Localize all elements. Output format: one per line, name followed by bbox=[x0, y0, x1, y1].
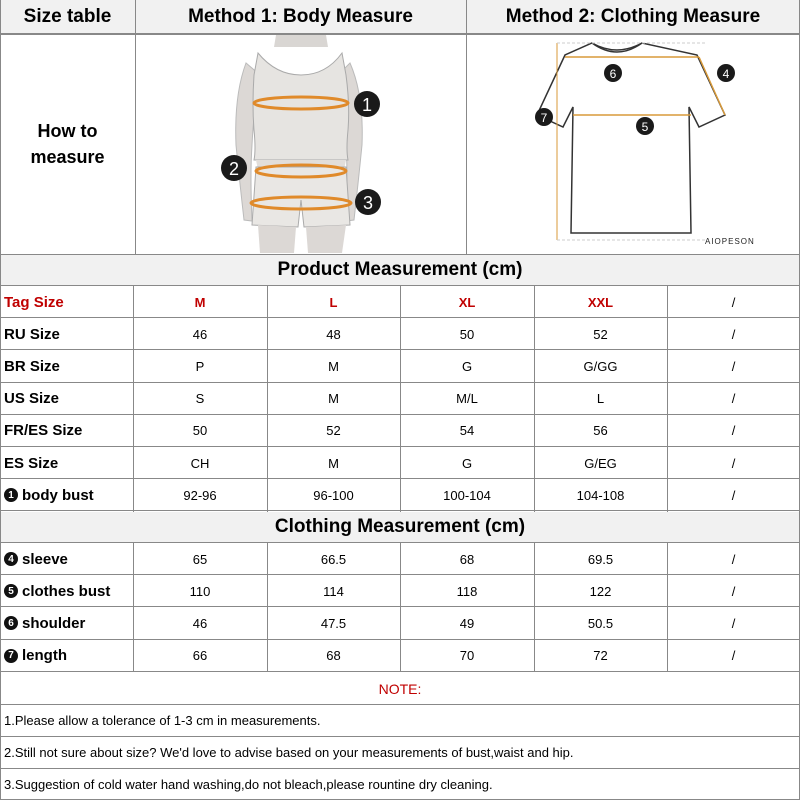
clothing-cell: 47.5 bbox=[320, 615, 347, 631]
product-cell: 54 bbox=[459, 423, 475, 439]
number-badge-icon: 7 bbox=[4, 649, 18, 663]
clothing-row-label bbox=[0, 607, 133, 639]
note-line-2: 2.Still not sure about size? We'd love to advise based on your measurements of bust,waist and hip. bbox=[4, 744, 574, 760]
grid-line bbox=[0, 704, 800, 705]
grid-line bbox=[0, 736, 800, 737]
product-cell: / bbox=[731, 487, 736, 503]
note-title: NOTE: bbox=[378, 681, 422, 697]
clothing-cell: 72 bbox=[593, 648, 608, 664]
grid-line bbox=[400, 543, 401, 672]
product-cell: L bbox=[329, 294, 338, 310]
shirt-figure bbox=[467, 35, 800, 253]
clothing-row-label bbox=[0, 575, 133, 607]
product-cell: / bbox=[731, 423, 736, 439]
product-cell: M bbox=[328, 455, 339, 471]
body-marker-3: 3 bbox=[362, 193, 374, 213]
clothing-row-label bbox=[0, 640, 133, 672]
clothing-cell: 46 bbox=[192, 615, 208, 631]
clothing-label-text: shoulder bbox=[22, 614, 86, 632]
clothing-cell: 66 bbox=[192, 648, 208, 664]
body-marker-1: 1 bbox=[361, 95, 373, 115]
grid-line bbox=[0, 768, 800, 769]
product-cell: 96-100 bbox=[313, 487, 354, 503]
product-cell: XXL bbox=[587, 294, 614, 310]
shirt-marker-7: 7 bbox=[540, 111, 548, 125]
clothing-cell: 118 bbox=[456, 583, 478, 599]
product-label-text: Tag Size bbox=[4, 293, 64, 311]
product-row-label bbox=[0, 350, 133, 382]
grid-line bbox=[267, 286, 268, 512]
clothing-cell: 66.5 bbox=[320, 551, 347, 567]
product-cell: M bbox=[328, 358, 339, 374]
product-label-text: body bust bbox=[22, 486, 94, 504]
brand-label: AIOPESON bbox=[705, 237, 755, 246]
clothing-cell: 114 bbox=[323, 583, 344, 599]
product-cell: 48 bbox=[326, 326, 341, 342]
product-cell: G bbox=[461, 358, 473, 374]
clothing-cell: / bbox=[731, 551, 736, 567]
grid-line bbox=[466, 0, 467, 254]
product-cell: L bbox=[596, 391, 605, 407]
shirt-marker-5: 5 bbox=[641, 120, 649, 134]
product-cell: CH bbox=[190, 455, 210, 471]
how-to-line1: How to bbox=[37, 121, 98, 141]
clothing-cell: 50.5 bbox=[587, 615, 614, 631]
size-table-header: Size table bbox=[0, 0, 135, 34]
clothing-cell: 122 bbox=[589, 583, 612, 599]
product-cell: 104-108 bbox=[576, 487, 625, 503]
grid-line bbox=[267, 543, 268, 672]
product-label-text: ES Size bbox=[4, 454, 59, 472]
product-cell: 50 bbox=[192, 423, 208, 439]
product-cell: 52 bbox=[593, 326, 608, 342]
note-line-3: 3.Suggestion of cold water hand washing,do not bleach,please rountine dry cleaning. bbox=[4, 776, 493, 792]
grid-line bbox=[667, 543, 668, 672]
product-cell: S bbox=[195, 391, 205, 407]
number-badge-icon: 1 bbox=[4, 488, 18, 502]
clothing-row-label bbox=[0, 543, 133, 575]
product-cell: / bbox=[731, 455, 736, 471]
grid-line bbox=[0, 0, 1, 800]
number-badge-icon: 5 bbox=[4, 584, 18, 598]
product-row-label bbox=[0, 286, 133, 318]
product-cell: G/EG bbox=[584, 455, 617, 471]
clothing-cell: 68 bbox=[459, 551, 475, 567]
body-figure bbox=[136, 35, 465, 253]
number-badge-icon: 6 bbox=[4, 616, 18, 630]
grid-line bbox=[133, 286, 134, 512]
clothing-cell: 69.5 bbox=[587, 551, 614, 567]
clothing-cell: 68 bbox=[326, 648, 341, 664]
product-cell: G/GG bbox=[583, 358, 618, 374]
method2-header: Method 2: Clothing Measure bbox=[466, 0, 800, 34]
product-cell: XL bbox=[458, 294, 476, 310]
clothing-measurement-title: Clothing Measurement (cm) bbox=[0, 512, 800, 542]
product-cell: P bbox=[195, 358, 205, 374]
body-marker-2: 2 bbox=[228, 159, 240, 179]
product-cell: 100-104 bbox=[443, 487, 491, 503]
product-cell: / bbox=[731, 391, 736, 407]
product-label-text: FR/ES Size bbox=[4, 422, 83, 440]
clothing-cell: 70 bbox=[459, 648, 475, 664]
product-cell: / bbox=[731, 294, 736, 310]
product-label-text: BR Size bbox=[4, 357, 60, 375]
product-cell: 46 bbox=[192, 326, 208, 342]
product-cell: 92-96 bbox=[183, 487, 217, 503]
product-cell: 50 bbox=[459, 326, 475, 342]
shirt-marker-6: 6 bbox=[609, 67, 617, 81]
clothing-label-text: sleeve bbox=[22, 550, 68, 568]
grid-line bbox=[667, 286, 668, 512]
product-cell: M bbox=[328, 391, 339, 407]
grid-line bbox=[0, 34, 800, 35]
grid-line bbox=[400, 286, 401, 512]
grid-line bbox=[135, 0, 136, 254]
number-badge-icon: 4 bbox=[4, 552, 18, 566]
product-cell: 52 bbox=[326, 423, 341, 439]
product-measurement-title: Product Measurement (cm) bbox=[0, 255, 800, 285]
how-to-line2: measure bbox=[30, 147, 105, 167]
product-row-label bbox=[0, 318, 133, 350]
grid-line bbox=[0, 254, 800, 255]
product-label-text: US Size bbox=[4, 390, 60, 408]
product-cell: G bbox=[461, 455, 473, 471]
product-row-label bbox=[0, 383, 133, 415]
method1-header: Method 1: Body Measure bbox=[135, 0, 466, 34]
clothing-cell: / bbox=[731, 615, 736, 631]
clothing-cell: / bbox=[731, 583, 736, 599]
product-cell: M bbox=[194, 294, 206, 310]
product-cell: / bbox=[731, 326, 736, 342]
grid-line bbox=[133, 543, 134, 672]
grid-line bbox=[534, 286, 535, 512]
note-line-1: 1.Please allow a tolerance of 1-3 cm in measurements. bbox=[4, 712, 321, 728]
product-row-label bbox=[0, 447, 133, 479]
product-row-label bbox=[0, 415, 133, 447]
clothing-cell: 49 bbox=[459, 615, 475, 631]
product-label-text: RU Size bbox=[4, 325, 60, 343]
clothing-cell: 65 bbox=[192, 551, 208, 567]
product-cell: M/L bbox=[456, 391, 478, 407]
how-to-measure-label bbox=[0, 34, 135, 254]
product-cell: 56 bbox=[593, 423, 608, 439]
product-cell: / bbox=[731, 358, 736, 374]
grid-line bbox=[534, 543, 535, 672]
product-row-label bbox=[0, 479, 133, 511]
clothing-label-text: length bbox=[22, 647, 67, 665]
clothing-label-text: clothes bust bbox=[22, 582, 111, 600]
clothing-cell: / bbox=[731, 648, 736, 664]
shirt-marker-4: 4 bbox=[722, 67, 730, 81]
clothing-cell: 110 bbox=[189, 583, 211, 599]
